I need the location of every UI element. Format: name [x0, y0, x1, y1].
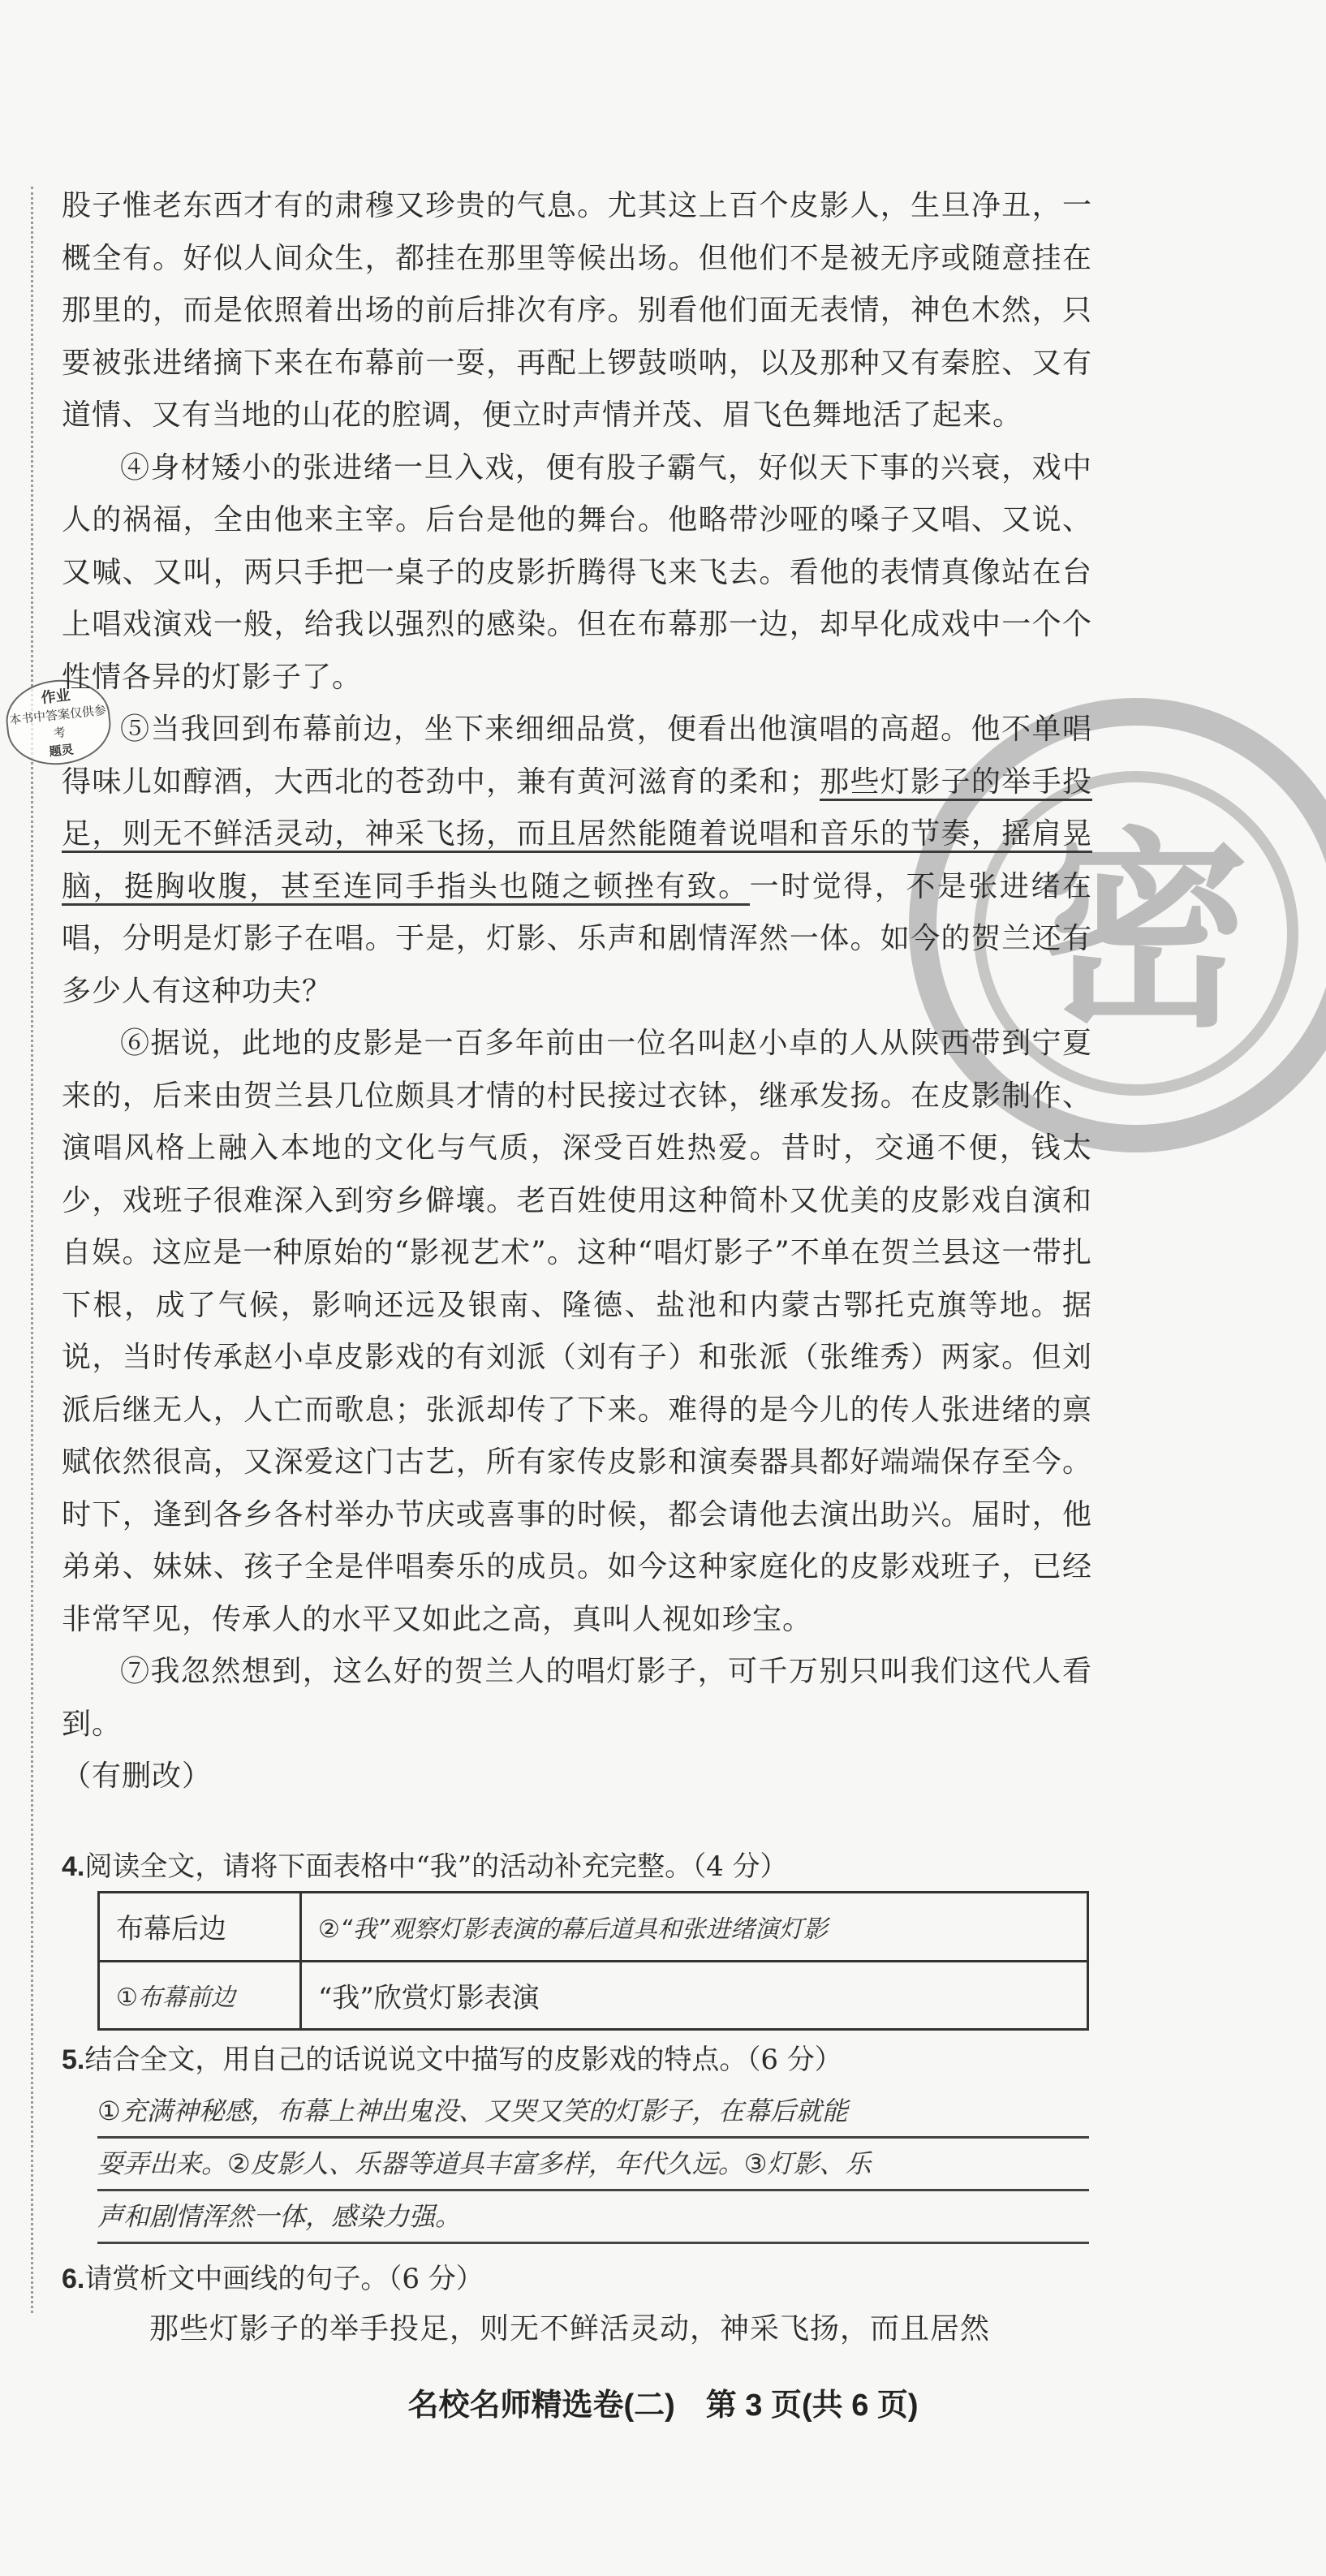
table-cell-place	[99, 1961, 301, 2030]
question-6-number: 6.	[62, 2264, 85, 2294]
question-4-prompt: 阅读全文，请将下面表格中“我”的活动补充完整。（4 分）	[84, 1850, 788, 1883]
question-4-number: 4.	[62, 1851, 85, 1882]
question-6-quote: 那些灯影子的举手投足，则无不鲜活灵动，神采飞扬，而且居然	[149, 2312, 991, 2346]
question-5	[62, 2037, 1092, 2083]
question-5-number: 5.	[62, 2044, 85, 2075]
badge-title: 作业	[40, 687, 71, 707]
question-6	[62, 2256, 1092, 2302]
paragraph-7: ⑦我忽然想到，这么好的贺兰人的唱灯影子，可千万别只叫我们这代人看到。	[62, 1655, 1092, 1741]
source-note: （有删改）	[62, 1760, 213, 1793]
answer-line: 声和剧情浑然一体，感染力强。	[97, 2191, 1089, 2244]
table-row	[99, 1893, 1088, 1962]
binding-margin-line	[31, 187, 33, 2313]
paragraph-6: ⑥据说，此地的皮影是一百多年前由一位名叫赵小卓的人从陕西带到宁夏来的，后来由贺兰县几位颇具才情的村民接过衣钵，继承发扬。在皮影制作、演唱风格上融入本地的文化与气质，深受百姓热爱。昔时，交通不便，钱太少，戏班子很难深入到穷乡僻壤。老百姓使用这种简朴又优美的皮影戏自演和自娱。这应是一种原始的“影视艺术”。这种“唱灯影子”不单在贺兰县这一带扎下根，成了气候，影响还远及银南、隆德、盐池和内蒙古鄂托克旗等地。据说，当时传承赵小卓皮影戏的有刘派（刘有子）和张派（张维秀）两家。但刘派后继无人，人亡而歌息；张派却传了下来。难得的是今儿的传人张进绪的禀赋依然很高，又深爱这门古艺，所有家传皮影和演奏器具都好端端保存至今。时下，逢到各乡各村举办节庆或喜事的时候，都会请他去演出助兴。届时，他弟弟、妹妹、孩子全是伴唱奏乐的成员。如今这种家庭化的皮影戏班子，已经非常罕见，传承人的水平又如此之高，真叫人视如珍宝。	[62, 1027, 1092, 1636]
table-cell-activity	[301, 1893, 1088, 1962]
page-footer: 名校名师精选卷(二) 第 3 页(共 6 页)	[407, 2389, 919, 2423]
table-row	[99, 1961, 1088, 2030]
answer-line: ①充满神秘感，布幕上神出鬼没、又哭又笑的灯影子，在幕后就能	[97, 2086, 1089, 2139]
paragraph-5-tail: 一时觉得，不是张进绪在唱，分明是灯影子在唱。于是，灯影、乐声和剧情浑然一体。如今的贺兰还有多少人有这种功夫？	[62, 869, 1092, 1008]
paragraph-5-lead: ⑤当我回到布幕前边，坐下来细细品赏，便看出他演唱的高超。他不单唱得味儿如醇酒，大西北的苍劲中，兼有黄河滋育的柔和；	[62, 713, 1092, 799]
question-4	[62, 1844, 1092, 1889]
paragraph-continued: 股子惟老东西才有的肃穆又珍贵的气息。尤其这上百个皮影人，生旦净丑，一概全有。好似人间众生，都挂在那里等候出场。但他们不是被无序或随意挂在那里的，而是依照着出场的前后排次有序。别看他们面无表情，神色木然，只要被张进绪摘下来在布幕前一耍，再配上锣鼓唢呐，以及那种又有秦腔、又有道情、又有当地的山花的腔调，便立时声情并茂、眉飞色舞地活了起来。	[62, 189, 1092, 432]
handwritten-answer: ②“我”观察灯影表演的幕后道具和张进绪演灯影	[318, 1915, 828, 1944]
answer-line: 耍弄出来。②皮影人、乐器等道具丰富多样，年代久远。③灯影、乐	[97, 2139, 1089, 2191]
handwritten-answer: ①布幕前边	[116, 1984, 235, 2013]
watermark-seal-glyph: 密	[1039, 811, 1250, 1056]
badge-brand: 题灵	[48, 742, 75, 760]
underlined-sentence: 那些灯影子的举手投足，则无不鲜活灵动，神采飞扬，而且居然能随着说唱和音乐的节奏，摇肩晃脑，挺胸收腹，甚至连同手指头也随之顿挫有致。	[62, 765, 1092, 906]
paragraph-5	[62, 704, 1092, 1018]
question-5-answer	[97, 2086, 1089, 2244]
reading-passage	[62, 180, 1092, 1803]
table-cell-place: 布幕后边	[99, 1893, 301, 1962]
question-6-prompt: 请赏析文中画线的句子。（6 分）	[84, 2263, 484, 2295]
question-5-prompt: 结合全文，用自己的话说说文中描写的皮影戏的特点。（6 分）	[84, 2044, 842, 2076]
table-cell-activity: “我”欣赏灯影表演	[301, 1961, 1088, 2030]
activity-table	[97, 1891, 1089, 2031]
paragraph-4: ④身材矮小的张进绪一旦入戏，便有股子霸气，好似天下事的兴衰，戏中人的祸福，全由他来主宰。后台是他的舞台。他略带沙哑的嗓子又唱、又说、又喊、又叫，两只手把一桌子的皮影折腾得飞来飞去。看他的表情真像站在台上唱戏演戏一般，给我以强烈的感染。但在布幕那一边，却早化成戏中一个个性情各异的灯影子了。	[62, 450, 1092, 694]
badge-note: 本书中答案仅供参考	[8, 702, 107, 741]
